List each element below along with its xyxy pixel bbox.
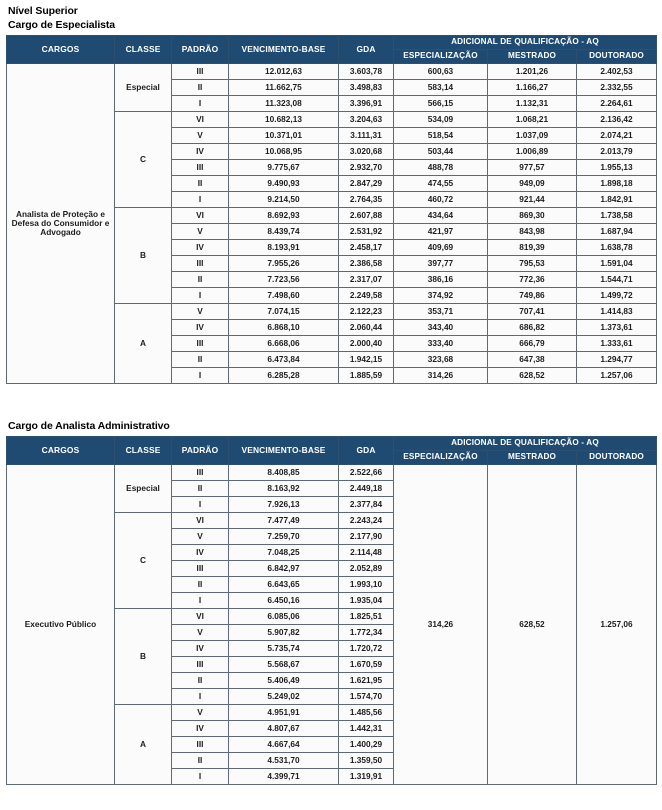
doutorado-value: 2.136,42 — [577, 112, 657, 128]
padrao-value: III — [172, 64, 229, 80]
vencimento-base-value: 9.490,93 — [229, 176, 339, 192]
vencimento-base-value: 7.048,25 — [229, 545, 339, 561]
padrao-value: I — [172, 368, 229, 384]
padrao-value: I — [172, 497, 229, 513]
vencimento-base-value: 7.074,15 — [229, 304, 339, 320]
gda-value: 1.319,91 — [339, 769, 394, 785]
padrao-value: VI — [172, 609, 229, 625]
gda-value: 1.885,59 — [339, 368, 394, 384]
padrao-value: V — [172, 128, 229, 144]
vencimento-base-value: 9.775,67 — [229, 160, 339, 176]
padrao-value: I — [172, 769, 229, 785]
padrao-value: V — [172, 705, 229, 721]
doutorado-value: 1.898,18 — [577, 176, 657, 192]
especializacao-value: 583,14 — [394, 80, 488, 96]
padrao-value: II — [172, 352, 229, 368]
padrao-value: V — [172, 224, 229, 240]
gda-value: 2.531,92 — [339, 224, 394, 240]
gda-value: 2.122,23 — [339, 304, 394, 320]
doutorado-value: 1.257,06 — [577, 465, 657, 785]
gda-value: 2.317,07 — [339, 272, 394, 288]
vencimento-base-value: 7.926,13 — [229, 497, 339, 513]
mestrado-value: 819,39 — [488, 240, 577, 256]
mestrado-value: 1.006,89 — [488, 144, 577, 160]
classe-label: A — [115, 304, 172, 384]
salary-table-especialista — [6, 35, 657, 384]
vencimento-base-value: 8.163,92 — [229, 481, 339, 497]
column-header-cargos: CARGOS — [7, 437, 115, 465]
padrao-value: V — [172, 529, 229, 545]
vencimento-base-value: 10.682,13 — [229, 112, 339, 128]
mestrado-value: 869,30 — [488, 208, 577, 224]
especializacao-value: 460,72 — [394, 192, 488, 208]
padrao-value: II — [172, 481, 229, 497]
gda-value: 2.114,48 — [339, 545, 394, 561]
padrao-value: I — [172, 689, 229, 705]
padrao-value: II — [172, 673, 229, 689]
doutorado-value: 1.333,61 — [577, 336, 657, 352]
gda-value: 2.458,17 — [339, 240, 394, 256]
doutorado-value: 1.257,06 — [577, 368, 657, 384]
padrao-value: IV — [172, 320, 229, 336]
gda-value: 1.670,59 — [339, 657, 394, 673]
column-header-especializacao: ESPECIALIZAÇÃO — [394, 50, 488, 64]
classe-label: A — [115, 705, 172, 785]
mestrado-value: 686,82 — [488, 320, 577, 336]
especializacao-value: 374,92 — [394, 288, 488, 304]
padrao-value: III — [172, 737, 229, 753]
vencimento-base-value: 5.249,02 — [229, 689, 339, 705]
gda-value: 2.764,35 — [339, 192, 394, 208]
vencimento-base-value: 9.214,50 — [229, 192, 339, 208]
mestrado-value: 628,52 — [488, 465, 577, 785]
gda-value: 1.359,50 — [339, 753, 394, 769]
column-header-gda: GDA — [339, 437, 394, 465]
gda-value: 2.052,89 — [339, 561, 394, 577]
mestrado-value: 921,44 — [488, 192, 577, 208]
vencimento-base-value: 7.477,49 — [229, 513, 339, 529]
vencimento-base-value: 6.643,65 — [229, 577, 339, 593]
padrao-value: V — [172, 304, 229, 320]
vencimento-base-value: 5.568,67 — [229, 657, 339, 673]
doutorado-value: 1.842,91 — [577, 192, 657, 208]
padrao-value: I — [172, 96, 229, 112]
gda-value: 2.177,90 — [339, 529, 394, 545]
padrao-value: II — [172, 80, 229, 96]
mestrado-value: 949,09 — [488, 176, 577, 192]
level-title: Nível Superior — [8, 5, 78, 17]
table-body-especialista — [7, 64, 657, 384]
vencimento-base-value: 6.473,84 — [229, 352, 339, 368]
vencimento-base-value: 6.085,06 — [229, 609, 339, 625]
column-header-classe: CLASSE — [115, 437, 172, 465]
mestrado-value: 1.132,31 — [488, 96, 577, 112]
especializacao-value: 314,26 — [394, 465, 488, 785]
gda-value: 2.243,24 — [339, 513, 394, 529]
classe-label: B — [115, 609, 172, 705]
header-row-primary — [7, 36, 657, 50]
vencimento-base-value: 5.735,74 — [229, 641, 339, 657]
gda-value: 3.020,68 — [339, 144, 394, 160]
table-row — [7, 64, 657, 80]
salary-table-analista-administrativo — [6, 436, 657, 785]
gda-value: 3.111,31 — [339, 128, 394, 144]
gda-value: 2.449,18 — [339, 481, 394, 497]
doutorado-value: 2.402,53 — [577, 64, 657, 80]
vencimento-base-value: 6.668,06 — [229, 336, 339, 352]
mestrado-value: 628,52 — [488, 368, 577, 384]
especializacao-value: 323,68 — [394, 352, 488, 368]
gda-value: 1.772,34 — [339, 625, 394, 641]
vencimento-base-value: 5.907,82 — [229, 625, 339, 641]
doutorado-value: 1.955,13 — [577, 160, 657, 176]
gda-value: 2.932,70 — [339, 160, 394, 176]
gda-value: 3.396,91 — [339, 96, 394, 112]
cargo-label: Analista de Proteção e Defesa do Consumidor e Advogado — [7, 64, 115, 384]
vencimento-base-value: 4.667,64 — [229, 737, 339, 753]
especializacao-value: 314,26 — [394, 368, 488, 384]
gda-value: 2.522,66 — [339, 465, 394, 481]
table-body-analista-administrativo — [7, 465, 657, 785]
padrao-value: II — [172, 753, 229, 769]
vencimento-base-value: 10.371,01 — [229, 128, 339, 144]
table-caption-analista-administrativo: Cargo de Analista Administrativo — [8, 420, 170, 432]
padrao-value: II — [172, 176, 229, 192]
vencimento-base-value: 6.285,28 — [229, 368, 339, 384]
cargo-label: Executivo Público — [7, 465, 115, 785]
gda-value: 1.720,72 — [339, 641, 394, 657]
padrao-value: IV — [172, 641, 229, 657]
padrao-value: VI — [172, 208, 229, 224]
doutorado-value: 2.332,55 — [577, 80, 657, 96]
gda-value: 1.993,10 — [339, 577, 394, 593]
gda-value: 3.603,78 — [339, 64, 394, 80]
header-row-primary — [7, 437, 657, 451]
gda-value: 2.000,40 — [339, 336, 394, 352]
gda-value: 1.574,70 — [339, 689, 394, 705]
padrao-value: VI — [172, 112, 229, 128]
especializacao-value: 333,40 — [394, 336, 488, 352]
column-header-doutorado: DOUTORADO — [577, 50, 657, 64]
mestrado-value: 843,98 — [488, 224, 577, 240]
gda-value: 1.485,56 — [339, 705, 394, 721]
column-header-padrao: PADRÃO — [172, 36, 229, 64]
column-header-cargos: CARGOS — [7, 36, 115, 64]
especializacao-value: 566,15 — [394, 96, 488, 112]
gda-value: 2.249,58 — [339, 288, 394, 304]
especializacao-value: 434,64 — [394, 208, 488, 224]
column-header-especializacao: ESPECIALIZAÇÃO — [394, 451, 488, 465]
column-header-vencimento-base: VENCIMENTO-BASE — [229, 437, 339, 465]
classe-label: B — [115, 208, 172, 304]
table-caption-especialista: Cargo de Especialista — [8, 19, 116, 31]
especializacao-value: 343,40 — [394, 320, 488, 336]
mestrado-value: 1.068,21 — [488, 112, 577, 128]
doutorado-value: 1.499,72 — [577, 288, 657, 304]
padrao-value: I — [172, 288, 229, 304]
vencimento-base-value: 11.662,75 — [229, 80, 339, 96]
padrao-value: III — [172, 465, 229, 481]
vencimento-base-value: 8.408,85 — [229, 465, 339, 481]
gda-value: 2.607,88 — [339, 208, 394, 224]
mestrado-value: 1.166,27 — [488, 80, 577, 96]
classe-label: Especial — [115, 465, 172, 513]
gda-value: 1.400,29 — [339, 737, 394, 753]
column-header-gda: GDA — [339, 36, 394, 64]
doutorado-value: 1.294,77 — [577, 352, 657, 368]
especializacao-value: 474,55 — [394, 176, 488, 192]
mestrado-value: 666,79 — [488, 336, 577, 352]
mestrado-value: 647,38 — [488, 352, 577, 368]
especializacao-value: 503,44 — [394, 144, 488, 160]
table-header-analista-administrativo — [7, 437, 657, 465]
mestrado-value: 772,36 — [488, 272, 577, 288]
doutorado-value: 1.544,71 — [577, 272, 657, 288]
doutorado-value: 2.074,21 — [577, 128, 657, 144]
padrao-value: III — [172, 256, 229, 272]
especializacao-value: 488,78 — [394, 160, 488, 176]
vencimento-base-value: 4.399,71 — [229, 769, 339, 785]
vencimento-base-value: 11.323,08 — [229, 96, 339, 112]
mestrado-value: 1.037,09 — [488, 128, 577, 144]
gda-value: 1.935,04 — [339, 593, 394, 609]
mestrado-value: 1.201,26 — [488, 64, 577, 80]
especializacao-value: 409,69 — [394, 240, 488, 256]
column-header-aq-group: ADICIONAL DE QUALIFICAÇÃO - AQ — [394, 437, 657, 451]
vencimento-base-value: 7.498,60 — [229, 288, 339, 304]
doutorado-value: 2.013,79 — [577, 144, 657, 160]
padrao-value: IV — [172, 721, 229, 737]
padrao-value: II — [172, 272, 229, 288]
mestrado-value: 749,86 — [488, 288, 577, 304]
especializacao-value: 386,16 — [394, 272, 488, 288]
classe-label: C — [115, 513, 172, 609]
column-header-mestrado: MESTRADO — [488, 451, 577, 465]
mestrado-value: 977,57 — [488, 160, 577, 176]
padrao-value: V — [172, 625, 229, 641]
classe-label: Especial — [115, 64, 172, 112]
vencimento-base-value: 8.692,93 — [229, 208, 339, 224]
especializacao-value: 397,77 — [394, 256, 488, 272]
vencimento-base-value: 4.951,91 — [229, 705, 339, 721]
especializacao-value: 353,71 — [394, 304, 488, 320]
doutorado-value: 1.373,61 — [577, 320, 657, 336]
table-header-especialista — [7, 36, 657, 64]
doutorado-value: 1.738,58 — [577, 208, 657, 224]
gda-value: 1.942,15 — [339, 352, 394, 368]
padrao-value: III — [172, 561, 229, 577]
column-header-mestrado: MESTRADO — [488, 50, 577, 64]
gda-value: 1.442,31 — [339, 721, 394, 737]
gda-value: 1.621,95 — [339, 673, 394, 689]
column-header-classe: CLASSE — [115, 36, 172, 64]
table-row — [7, 465, 657, 481]
vencimento-base-value: 10.068,95 — [229, 144, 339, 160]
gda-value: 3.204,63 — [339, 112, 394, 128]
classe-label: C — [115, 112, 172, 208]
column-header-doutorado: DOUTORADO — [577, 451, 657, 465]
padrao-value: VI — [172, 513, 229, 529]
especializacao-value: 600,63 — [394, 64, 488, 80]
especializacao-value: 534,09 — [394, 112, 488, 128]
vencimento-base-value: 5.406,49 — [229, 673, 339, 689]
especializacao-value: 518,54 — [394, 128, 488, 144]
especializacao-value: 421,97 — [394, 224, 488, 240]
padrao-value: IV — [172, 545, 229, 561]
doutorado-value: 1.591,04 — [577, 256, 657, 272]
column-header-padrao: PADRÃO — [172, 437, 229, 465]
doutorado-value: 1.687,94 — [577, 224, 657, 240]
vencimento-base-value: 7.259,70 — [229, 529, 339, 545]
gda-value: 2.377,84 — [339, 497, 394, 513]
doutorado-value: 1.638,78 — [577, 240, 657, 256]
padrao-value: IV — [172, 240, 229, 256]
gda-value: 2.386,58 — [339, 256, 394, 272]
padrao-value: I — [172, 593, 229, 609]
gda-value: 2.847,29 — [339, 176, 394, 192]
vencimento-base-value: 12.012,63 — [229, 64, 339, 80]
padrao-value: II — [172, 577, 229, 593]
vencimento-base-value: 7.955,26 — [229, 256, 339, 272]
padrao-value: III — [172, 657, 229, 673]
column-header-vencimento-base: VENCIMENTO-BASE — [229, 36, 339, 64]
vencimento-base-value: 8.439,74 — [229, 224, 339, 240]
gda-value: 2.060,44 — [339, 320, 394, 336]
padrao-value: I — [172, 192, 229, 208]
doutorado-value: 1.414,83 — [577, 304, 657, 320]
mestrado-value: 707,41 — [488, 304, 577, 320]
vencimento-base-value: 6.450,16 — [229, 593, 339, 609]
gda-value: 1.825,51 — [339, 609, 394, 625]
padrao-value: III — [172, 336, 229, 352]
vencimento-base-value: 6.868,10 — [229, 320, 339, 336]
mestrado-value: 795,53 — [488, 256, 577, 272]
padrao-value: III — [172, 160, 229, 176]
vencimento-base-value: 7.723,56 — [229, 272, 339, 288]
vencimento-base-value: 6.842,97 — [229, 561, 339, 577]
gda-value: 3.498,83 — [339, 80, 394, 96]
doutorado-value: 2.264,61 — [577, 96, 657, 112]
vencimento-base-value: 4.531,70 — [229, 753, 339, 769]
vencimento-base-value: 4.807,67 — [229, 721, 339, 737]
column-header-aq-group: ADICIONAL DE QUALIFICAÇÃO - AQ — [394, 36, 657, 50]
vencimento-base-value: 8.193,91 — [229, 240, 339, 256]
padrao-value: IV — [172, 144, 229, 160]
